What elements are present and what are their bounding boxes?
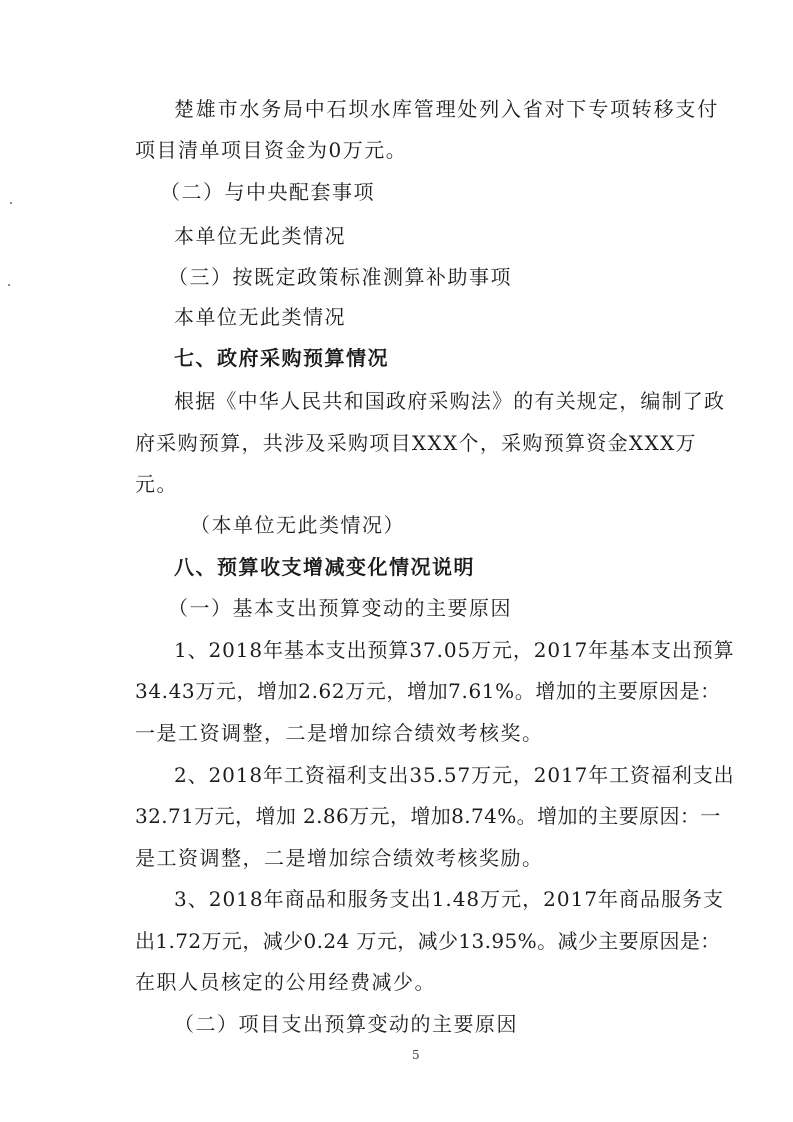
page-number: 5 xyxy=(412,1048,420,1062)
text-line: 是工资调整，二是增加综合绩效考核奖励。 xyxy=(135,846,544,870)
text-line: 2、2018年工资福利支出35.57万元，2017年工资福利支出 xyxy=(174,763,735,787)
subsection-heading: （二）项目支出预算变动的主要原因 xyxy=(174,1012,518,1036)
text-line: 32.71万元，增加 2.86万元，增加8.74%。增加的主要原因：一 xyxy=(135,804,721,828)
subsection-heading: （一）基本支出预算变动的主要原因 xyxy=(168,596,512,620)
subsection-heading: （三）按既定政策标准测算补助事项 xyxy=(168,265,512,289)
scan-mark xyxy=(8,284,10,286)
section-heading: 七、政府采购预算情况 xyxy=(174,346,389,370)
text-line: （本单位无此类情况） xyxy=(190,513,405,537)
text-line: 根据《中华人民共和国政府采购法》的有关规定，编制了政 xyxy=(174,389,726,413)
scan-mark xyxy=(10,202,12,204)
text-line: 3、2018年商品和服务支出1.48万元，2017年商品服务支 xyxy=(174,887,725,911)
text-line: 楚雄市水务局中石坝水库管理处列入省对下专项转移支付 xyxy=(174,97,719,121)
text-line: 在职人员核定的公用经费减少。 xyxy=(135,970,436,994)
subsection-heading: （二）与中央配套事项 xyxy=(160,180,375,204)
text-line: 出1.72万元，减少0.24 万元，减少13.95%。减少主要原因是： xyxy=(135,929,721,953)
section-heading: 八、预算收支增减变化情况说明 xyxy=(174,555,475,579)
text-line: 元。 xyxy=(135,472,178,496)
text-line: 府采购预算，共涉及采购项目XXX个，采购预算资金XXX万 xyxy=(135,431,697,455)
text-line: 本单位无此类情况 xyxy=(174,224,346,248)
text-line: 项目清单项目资金为0万元。 xyxy=(135,138,408,162)
text-line: 34.43万元，增加2.62万元，增加7.61%。增加的主要原因是： xyxy=(135,679,721,703)
text-line: 一是工资调整，二是增加综合绩效考核奖。 xyxy=(135,721,544,745)
text-line: 本单位无此类情况 xyxy=(174,305,346,329)
text-line: 1、2018年基本支出预算37.05万元，2017年基本支出预算 xyxy=(174,638,735,662)
